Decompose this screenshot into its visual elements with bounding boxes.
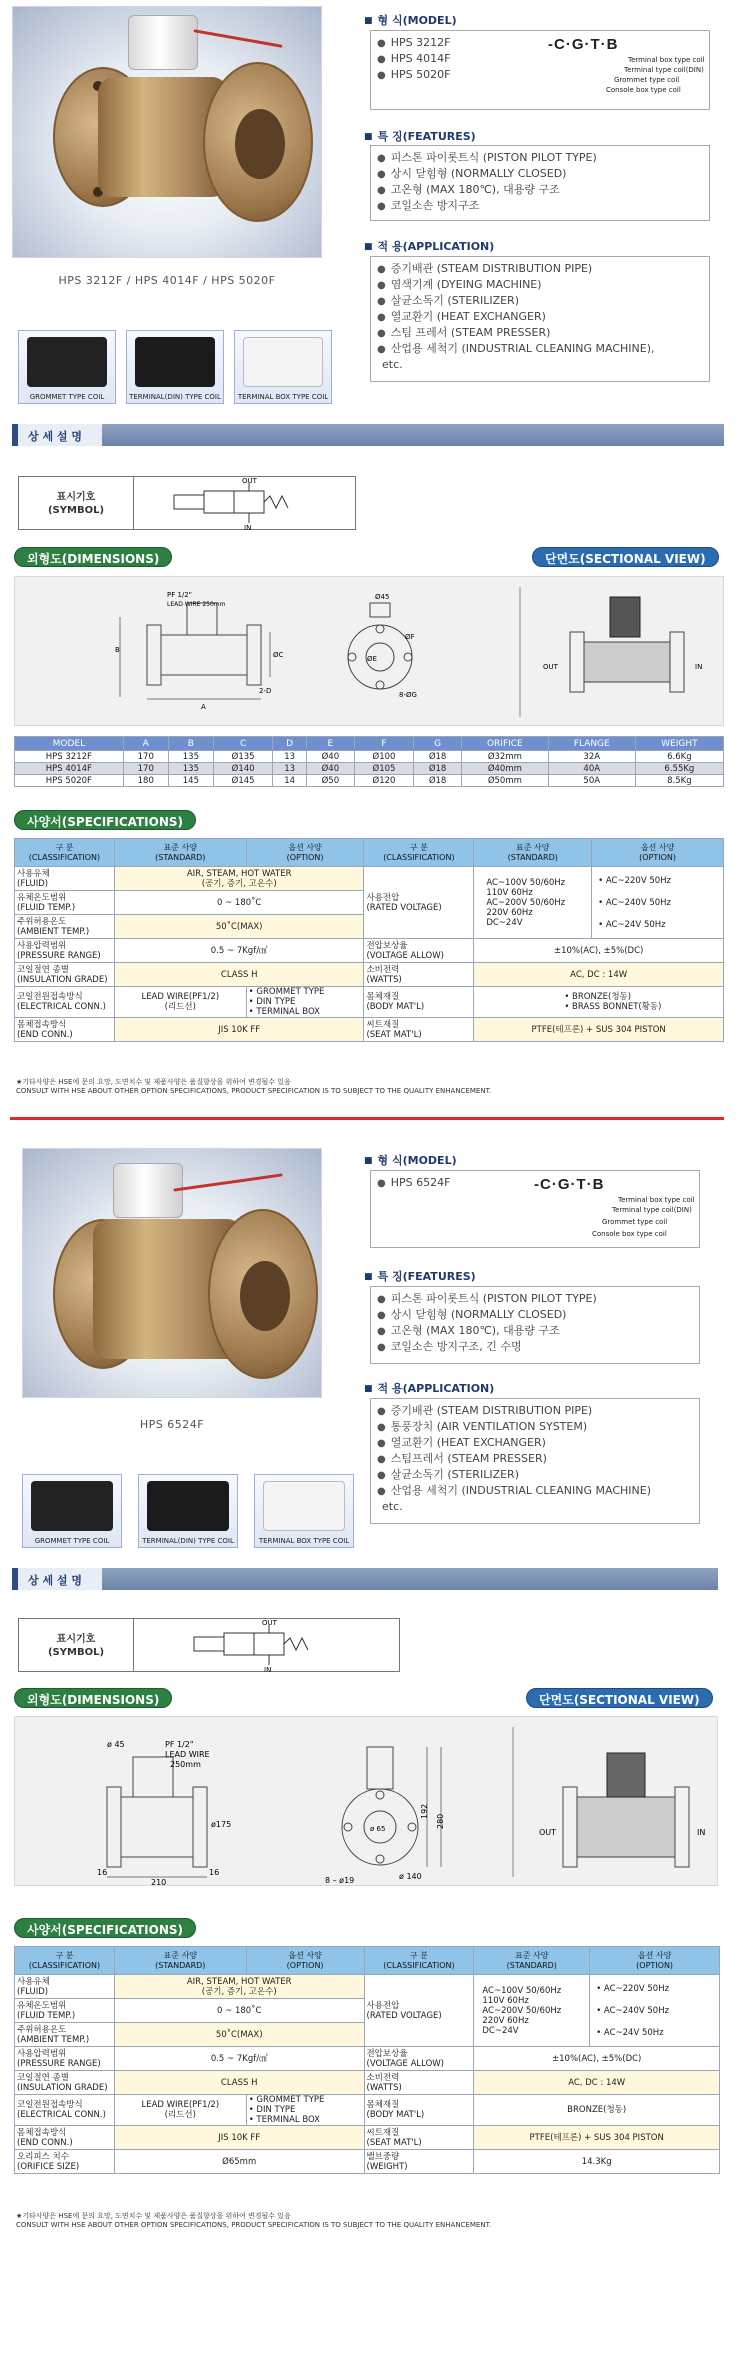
code-console: Console box type coil — [606, 86, 681, 94]
features-heading: ■ 특 징(FEATURES) — [364, 128, 476, 144]
dimensions-heading-2: 외형도(DIMENSIONS) — [14, 1688, 172, 1708]
application-heading: ■ 적 용(APPLICATION) — [364, 238, 494, 254]
svg-text:ØE: ØE — [367, 655, 377, 663]
svg-text:PF 1/2": PF 1/2" — [167, 591, 192, 599]
thumb-terminal-box-coil-2: TERMINAL BOX TYPE COIL — [254, 1474, 354, 1548]
code-grommet-2: Grommet type coil — [602, 1218, 668, 1226]
svg-text:PF 1/2": PF 1/2" — [165, 1740, 194, 1749]
model-code: -C·G·T·B — [548, 36, 619, 53]
spec-heading: 사양서(SPECIFICATIONS) — [14, 810, 196, 830]
dimension-drawing — [14, 576, 724, 726]
thumb-grommet-coil: GROMMET TYPE COIL — [18, 330, 116, 404]
table-row: HPS 3212F 170 135 Ø135 13 Ø40 Ø100 Ø18 Ø32mm 32A 6.6Kg — [15, 751, 724, 763]
thumb-grommet-coil-2: GROMMET TYPE COIL — [22, 1474, 122, 1548]
svg-text:ø 45: ø 45 — [107, 1740, 125, 1749]
features-list: ● 피스톤 파이롯트식 (PISTON PILOT TYPE) ● 상시 닫힘형 (NORMALLY CLOSED) ● 고온형 (MAX 180℃), 대용량 구조 ● 코일소손 방지구조 — [370, 145, 710, 221]
symbol-box: 표시기호 (SYMBOL) OUT IN — [18, 476, 356, 530]
svg-text:B: B — [115, 646, 120, 654]
product-photo-2 — [22, 1148, 322, 1398]
svg-text:250mm: 250mm — [170, 1760, 201, 1769]
dimensions-heading: 외형도(DIMENSIONS) — [14, 547, 172, 567]
valve-symbol-icon-2 — [134, 1619, 394, 1673]
thumb-din-coil: TERMINAL(DIN) TYPE COIL — [126, 330, 224, 404]
svg-text:16: 16 — [97, 1868, 108, 1877]
code-console-2: Console box type coil — [592, 1230, 667, 1238]
features-list-2: ● 피스톤 파이롯트식 (PISTON PILOT TYPE) ● 상시 닫힘형 (NORMALLY CLOSED) ● 고온형 (MAX 180℃), 대용량 구조 ● 코일소손 방지구조, 긴 수명 — [370, 1286, 700, 1364]
code-terminal-box-2: Terminal box type coil — [618, 1196, 695, 1204]
features-heading-2: ■ 특 징(FEATURES) — [364, 1268, 476, 1284]
application-list: ● 증기배관 (STEAM DISTRIBUTION PIPE) ● 염색기계 (DYEING MACHINE) ● 살균소독기 (STERILIZER) ● 열교환기 (HEAT EXCHANGER) ● 스팀 프레서 (STEAM PRESSER) ● 산업용 세척기 (INDUSTRIAL CLEANING MACHINE), etc. — [370, 256, 710, 382]
detail-bar: 상 세 설 명 — [12, 424, 724, 446]
spec-note: ★기타사양은 HSE에 문의 요망, 도면치수 및 제품사양은 품질향상을 위하여 변경될수 있음 CONSULT WITH HSE ABOUT OTHER OPTION SPECIFICATIONS, PRODUCT SPECIFICATION IS TO SUBJECT TO THE QUALITY ENHANCEMENT. — [16, 1078, 492, 1095]
dimension-drawing-2 — [14, 1716, 718, 1886]
table-row: HPS 5020F 180 145 Ø145 14 Ø50 Ø120 Ø18 Ø50mm 50A 8.5Kg — [15, 775, 724, 787]
svg-text:LEAD WIRE 250mm: LEAD WIRE 250mm — [167, 601, 226, 608]
svg-text:ø 140: ø 140 — [399, 1872, 422, 1881]
svg-text:2-D: 2-D — [259, 687, 272, 695]
svg-text:IN: IN — [697, 1828, 706, 1837]
application-heading-2: ■ 적 용(APPLICATION) — [364, 1380, 494, 1396]
svg-text:A: A — [201, 703, 206, 711]
svg-text:280: 280 — [436, 1813, 445, 1829]
detail-bar-2: 상 세 설 명 — [12, 1568, 718, 1590]
svg-text:OUT: OUT — [543, 663, 558, 671]
model-list: ● HPS 3212F ● HPS 4014F ● HPS 5020F — [370, 30, 710, 110]
sectional-heading-2: 단면도(SECTIONAL VIEW) — [526, 1688, 713, 1708]
model-heading: ■ 형 식(MODEL) — [364, 12, 457, 28]
svg-text:ØF: ØF — [405, 633, 415, 641]
svg-text:210: 210 — [151, 1878, 167, 1887]
divider — [10, 1117, 724, 1120]
product-caption-2: HPS 6524F — [139, 1418, 205, 1431]
svg-text:ø 65: ø 65 — [370, 1825, 386, 1833]
svg-text:8-ØG: 8-ØG — [399, 691, 417, 699]
symbol-box-2: 표시기호 (SYMBOL) OUT IN — [18, 1618, 400, 1672]
spec-heading-2: 사양서(SPECIFICATIONS) — [14, 1918, 196, 1938]
application-list-2: ● 증기배관 (STEAM DISTRIBUTION PIPE) ● 통풍장치 (AIR VENTILATION SYSTEM) ● 열교환기 (HEAT EXCHANGER) ● 스팀프레서 (STEAM PRESSER) ● 살균소독기 (STERILIZER) ● 산업용 세척기 (INDUSTRIAL CLEANING MACHINE) etc. — [370, 1398, 700, 1524]
model-code-2: -C·G·T·B — [534, 1176, 605, 1193]
product-photo — [12, 6, 322, 258]
dimension-table: MODEL A B C D E F G ORIFICE FLANGE WEIGHT HPS 3212F 170 135 Ø135 13 Ø40 Ø100 Ø18 Ø32mm 32A 6.6Kg HPS 4014F 170 135 Ø140 13 Ø40 Ø105 Ø18 Ø40mm 40A 6.55Kg HPS 5020F 180 145 Ø145 14 Ø50 Ø120 Ø18 Ø50mm 50A 8.5Kg — [14, 736, 724, 787]
svg-text:OUT: OUT — [262, 1619, 277, 1627]
svg-text:LEAD WIRE: LEAD WIRE — [165, 1750, 210, 1759]
svg-text:192: 192 — [420, 1803, 429, 1819]
valve-symbol-icon — [134, 477, 354, 531]
code-grommet: Grommet type coil — [614, 76, 680, 84]
svg-text:IN: IN — [695, 663, 703, 671]
model-heading-2: ■ 형 식(MODEL) — [364, 1152, 457, 1168]
svg-text:Ø45: Ø45 — [375, 593, 390, 601]
sectional-heading: 단면도(SECTIONAL VIEW) — [532, 547, 719, 567]
thumb-terminal-box-coil: TERMINAL BOX TYPE COIL — [234, 330, 332, 404]
svg-text:16: 16 — [209, 1868, 220, 1877]
code-din-2: Terminal type coil(DIN) — [612, 1206, 692, 1214]
svg-text:8 – ø19: 8 – ø19 — [325, 1876, 355, 1885]
code-terminal-box: Terminal box type coil — [628, 56, 705, 64]
spec-table: 구 분 (CLASSIFICATION) 표준 사양 (STANDARD) 옵션 사양 (OPTION) 구 분 (CLASSIFICATION) 표준 사양 (STANDARD) 옵션 사양 (OPTION) 사용유체 (FLUID) AIR, STEAM, HOT WATER (공기, 증기, 고온수) 사용전압 (RATED VOLTAGE) AC~100V 50/60Hz 110V 60Hz AC~200V 50/60Hz 220V 60Hz DC~24V • AC~220V 50Hz • AC~240V 50Hz • AC~24V 50Hz 유체온도범위 (FLUID TEMP.) 0 ~ 180˚C 주위허용온도 (AMBIENT TEMP.) 50˚C(MAX) 사용압력범위 (PRESSURE RANGE) 0.5 ~ 7Kgf/㎠ 전압보상율 (VOLTAGE ALLOW) ±10%(AC), ±5%(DC) 코일절연 종별 (INSULATION GRADE) CLASS H 소비전력 (WATTS) AC, DC : 14W 코일전원접속방식 (ELECTRICAL CONN.) LEAD WIRE(PF1/2) (리드선) • GROMMET TYPE • DIN TYPE • TERMINAL BOX 몸체재질 (BODY MAT'L) • BRONZE(청동) • BRASS BONNET(황동) 몸체접속방식 (END CONN.) JIS 10K FF 씨트재질 (SEAT MAT'L) PTFE(테프론) + SUS 304 PISTON — [14, 838, 724, 1042]
spec-note-2: ★기타사양은 HSE에 문의 요망, 도면치수 및 제품사양은 품질향상을 위하여 변경될수 있음 CONSULT WITH HSE ABOUT OTHER OPTION SPECIFICATIONS, PRODUCT SPECIFICATION IS TO SUBJECT TO THE QUALITY ENHANCEMENT. — [16, 2212, 492, 2229]
svg-text:ØC: ØC — [273, 651, 284, 659]
model-list-2: ● HPS 6524F — [370, 1170, 700, 1248]
thumb-din-coil-2: TERMINAL(DIN) TYPE COIL — [138, 1474, 238, 1548]
table-row: HPS 4014F 170 135 Ø140 13 Ø40 Ø105 Ø18 Ø40mm 40A 6.55Kg — [15, 763, 724, 775]
code-din: Terminal type coil(DIN) — [624, 66, 704, 74]
svg-text:IN: IN — [264, 1666, 272, 1673]
product-caption: HPS 3212F / HPS 4014F / HPS 5020F — [58, 274, 276, 287]
svg-text:OUT: OUT — [242, 477, 257, 485]
spec-table-2: 구 분 (CLASSIFICATION) 표준 사양 (STANDARD) 옵션 사양 (OPTION) 구 분 (CLASSIFICATION) 표준 사양 (STANDARD) 옵션 사양 (OPTION) 사용유체 (FLUID) AIR, STEAM, HOT WATER (공기, 증기, 고온수) 사용전압 (RATED VOLTAGE) AC~100V 50/60Hz 110V 60Hz AC~200V 50/60Hz 220V 60Hz DC~24V • AC~220V 50Hz • AC~240V 50Hz • AC~24V 50Hz 유체온도범위 (FLUID TEMP.) 0 ~ 180˚C 주위허용온도 (AMBIENT TEMP.) 50˚C(MAX) 사용압력범위 (PRESSURE RANGE) 0.5 ~ 7Kgf/㎠ 전압보상율 (VOLTAGE ALLOW) ±10%(AC), ±5%(DC) 코일절연 종별 (INSULATION GRADE) CLASS H 소비전력 (WATTS) AC, DC : 14W 코일전원접속방식 (ELECTRICAL CONN.) LEAD WIRE(PF1/2) (리드선) • GROMMET TYPE • DIN TYPE • TERMINAL BOX 몸체재질 (BODY MAT'L) BRONZE(청동) 몸체접속방식 (END CONN.) JIS 10K FF 씨트재질 (SEAT MAT'L) PTFE(테프론) + SUS 304 PISTON 오리피스 치수 (ORIFICE SIZE) Ø65mm 밸브중량 (WEIGHT) 14.3Kg — [14, 1946, 720, 2174]
svg-text:IN: IN — [244, 524, 252, 531]
svg-text:OUT: OUT — [539, 1828, 557, 1837]
svg-text:ø175: ø175 — [211, 1820, 232, 1829]
